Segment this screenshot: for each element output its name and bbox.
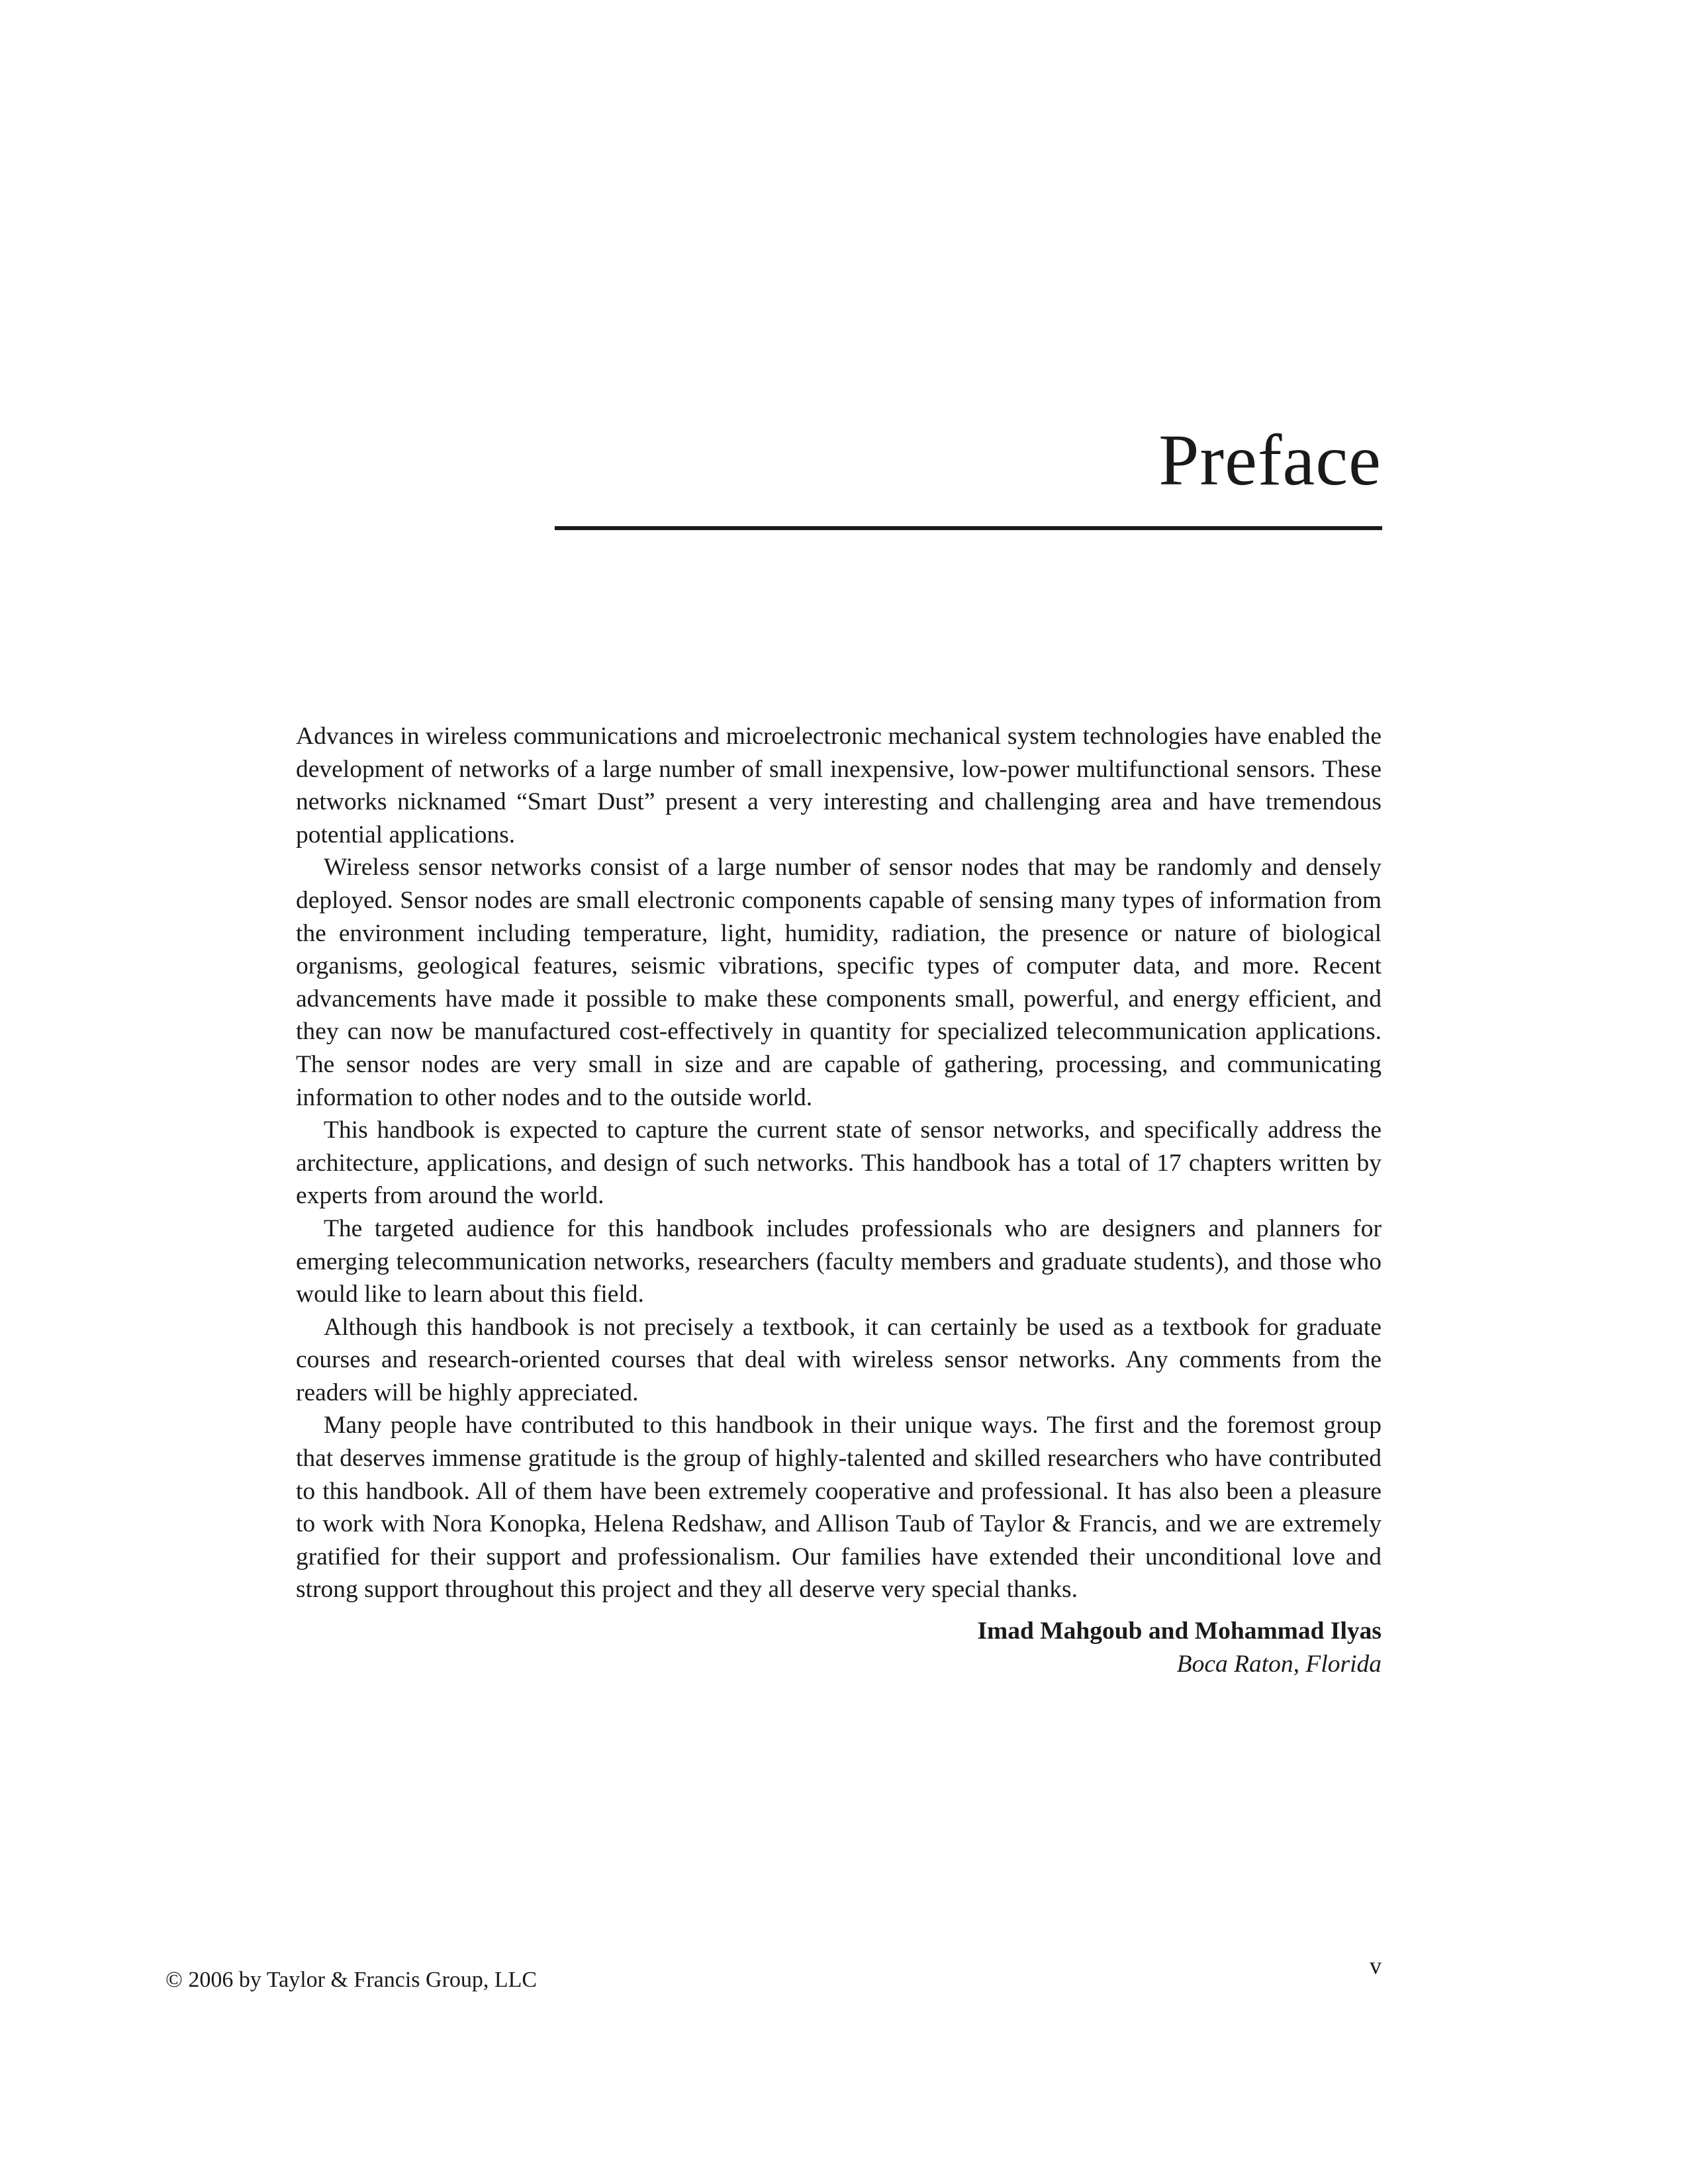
page-title: Preface xyxy=(1158,420,1382,500)
signature-block xyxy=(977,1615,1382,1680)
paragraph-4: The targeted audience for this handbook includes professionals who are designers and planners for emerging telecommunication networks, researchers (faculty members and graduate students), and those who would like to learn about this field. xyxy=(296,1214,1382,1308)
preface-body xyxy=(296,720,1382,1606)
paragraph-5: Although this handbook is not precisely a textbook, it can certainly be used as a textbook for graduate courses and research-oriented courses that deal with wireless sensor networks. Any comments from the readers will be highly appreciated. xyxy=(296,1313,1382,1406)
paragraph-2: Wireless sensor networks consist of a large number of sensor nodes that may be randomly and densely deployed. Sensor nodes are small electronic components capable of sensing many types of information from the environment including temperature, light, humidity, radiation, the presence or nature of biological organisms, geological features, seismic vibrations, specific types of computer data, and more. Recent advancements have made it possible to make these components small, powerful, and energy efficient, and they can now be manufactured cost-effectively in quantity for specialized telecommunication applications. The sensor nodes are very small in size and are capable of gathering, processing, and communicating information to other nodes and to the outside world. xyxy=(296,854,1382,1111)
title-rule xyxy=(555,526,1382,530)
footer-copyright: © 2006 by Taylor & Francis Group, LLC xyxy=(165,1968,538,1992)
page-number: v xyxy=(1370,1952,1382,1979)
signature-authors: Imad Mahgoub and Mohammad Ilyas xyxy=(977,1617,1382,1645)
signature-location: Boca Raton, Florida xyxy=(1176,1650,1382,1678)
paragraph-1: Advances in wireless communications and microelectronic mechanical system technologies have enabled the development of networks of a large number of small inexpensive, low-power multifunctional sensors. These networks nicknamed “Smart Dust” present a very interesting and challenging area and have tremendous potential applications. xyxy=(296,723,1382,848)
paragraph-6: Many people have contributed to this handbook in their unique ways. The first and the foremost group that deserves immense gratitude is the group of highly-talented and skilled researchers who have contributed to this handbook. All of them have been extremely cooperative and professional. It has also been a pleasure to work with Nora Konopka, Helena Redshaw, and Allison Taub of Taylor & Francis, and we are extremely gratified for their support and professionalism. Our families have extended their unconditional love and strong support throughout this project and they all deserve very special thanks. xyxy=(296,1412,1382,1604)
paragraph-3: This handbook is expected to capture the current state of sensor networks, and specifically address the architecture, applications, and design of such networks. This handbook has a total of 17 chapters written by experts from around the world. xyxy=(296,1116,1382,1210)
